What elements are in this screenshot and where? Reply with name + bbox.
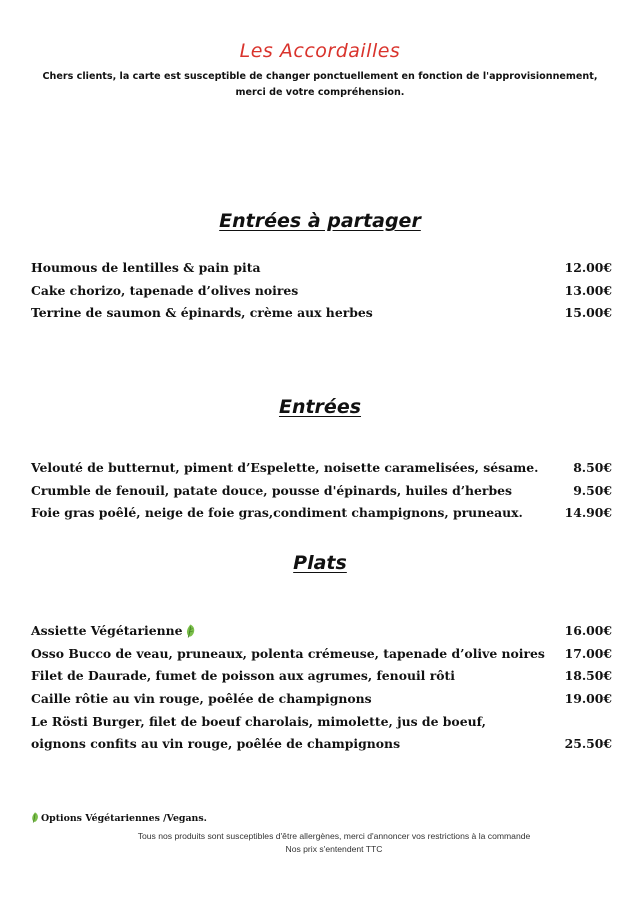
item-name: Terrine de saumon & épinards, crème aux herbes — [31, 305, 373, 321]
item-name: Osso Bucco de veau, pruneaux, polenta crémeuse, tapenade d’olive noires — [31, 645, 545, 661]
item-price: 13.00€ — [564, 282, 612, 298]
section-items-entrees — [31, 457, 612, 525]
item-price: 15.00€ — [564, 305, 612, 321]
vegetarian-legend — [30, 812, 207, 824]
allergen-notice: Tous nos produits sont susceptibles d'être allergènes, merci d'annoncer vos restrictions à la commande — [137, 831, 531, 841]
notice-line: Chers clients, la carte est susceptible de changer ponctuellement en fonction de l'approvisionnement, — [42, 71, 598, 82]
menu-item — [31, 457, 612, 480]
menu-item — [31, 711, 612, 734]
price-notice: Nos prix s'entendent TTC — [285, 843, 383, 854]
restaurant-name: Les Accordailles — [239, 40, 401, 62]
notice-line: merci de votre compréhension. — [235, 87, 405, 98]
item-name: Velouté de butternut, piment d’Espelette, noisette caramelisées, sésame. — [31, 460, 539, 475]
item-price: 9.50€ — [573, 482, 612, 498]
item-name: Crumble de fenouil, patate douce, pousse d'épinards, huiles d’herbes — [31, 482, 512, 498]
menu-item — [31, 620, 612, 643]
menu-item — [31, 502, 612, 525]
item-name: oignons confits au vin rouge, poêlée de champignons — [31, 736, 401, 752]
legend-text: Options Végétariennes /Vegans. — [41, 813, 207, 824]
leaf-icon — [30, 812, 40, 823]
menu-item — [31, 302, 612, 325]
menu-item — [31, 688, 612, 711]
item-price: 12.00€ — [564, 260, 612, 275]
menu-item — [31, 280, 612, 303]
item-name: Caille rôtie au vin rouge, poêlée de champignons — [31, 691, 372, 707]
item-name: Cake chorizo, tapenade d’olives noires — [31, 282, 299, 298]
menu-item — [31, 257, 612, 280]
item-name: Houmous de lentilles & pain pita — [31, 260, 261, 275]
item-name: Filet de Daurade, fumet de poisson aux agrumes, fenouil rôti — [31, 668, 455, 684]
section-title-entrees: Entrées — [278, 396, 362, 418]
menu-notice — [30, 69, 610, 101]
item-price: 19.00€ — [564, 691, 612, 707]
section-items-entrees-a-partager — [31, 257, 612, 325]
menu-item — [31, 665, 612, 688]
menu-item — [31, 643, 612, 666]
item-name: Foie gras poêlé, neige de foie gras,condiment champignons, pruneaux. — [31, 505, 523, 521]
section-title-plats: Plats — [293, 552, 347, 574]
section-items-plats — [31, 620, 612, 756]
menu-item — [31, 480, 612, 503]
section-title-entrees-a-partager: Entrées à partager — [219, 210, 421, 232]
footer-notice — [0, 830, 640, 855]
menu-item — [31, 733, 612, 756]
leaf-icon — [185, 624, 196, 638]
item-price: 25.50€ — [564, 736, 612, 752]
item-price: 8.50€ — [573, 460, 612, 475]
item-price: 16.00€ — [564, 623, 612, 638]
item-price: 17.00€ — [564, 645, 612, 661]
item-price: 14.90€ — [564, 505, 612, 521]
item-name: Le Rösti Burger, filet de boeuf charolais, mimolette, jus de boeuf, — [31, 713, 486, 729]
item-name: Assiette Végétarienne — [31, 623, 183, 638]
item-price: 18.50€ — [564, 668, 612, 684]
